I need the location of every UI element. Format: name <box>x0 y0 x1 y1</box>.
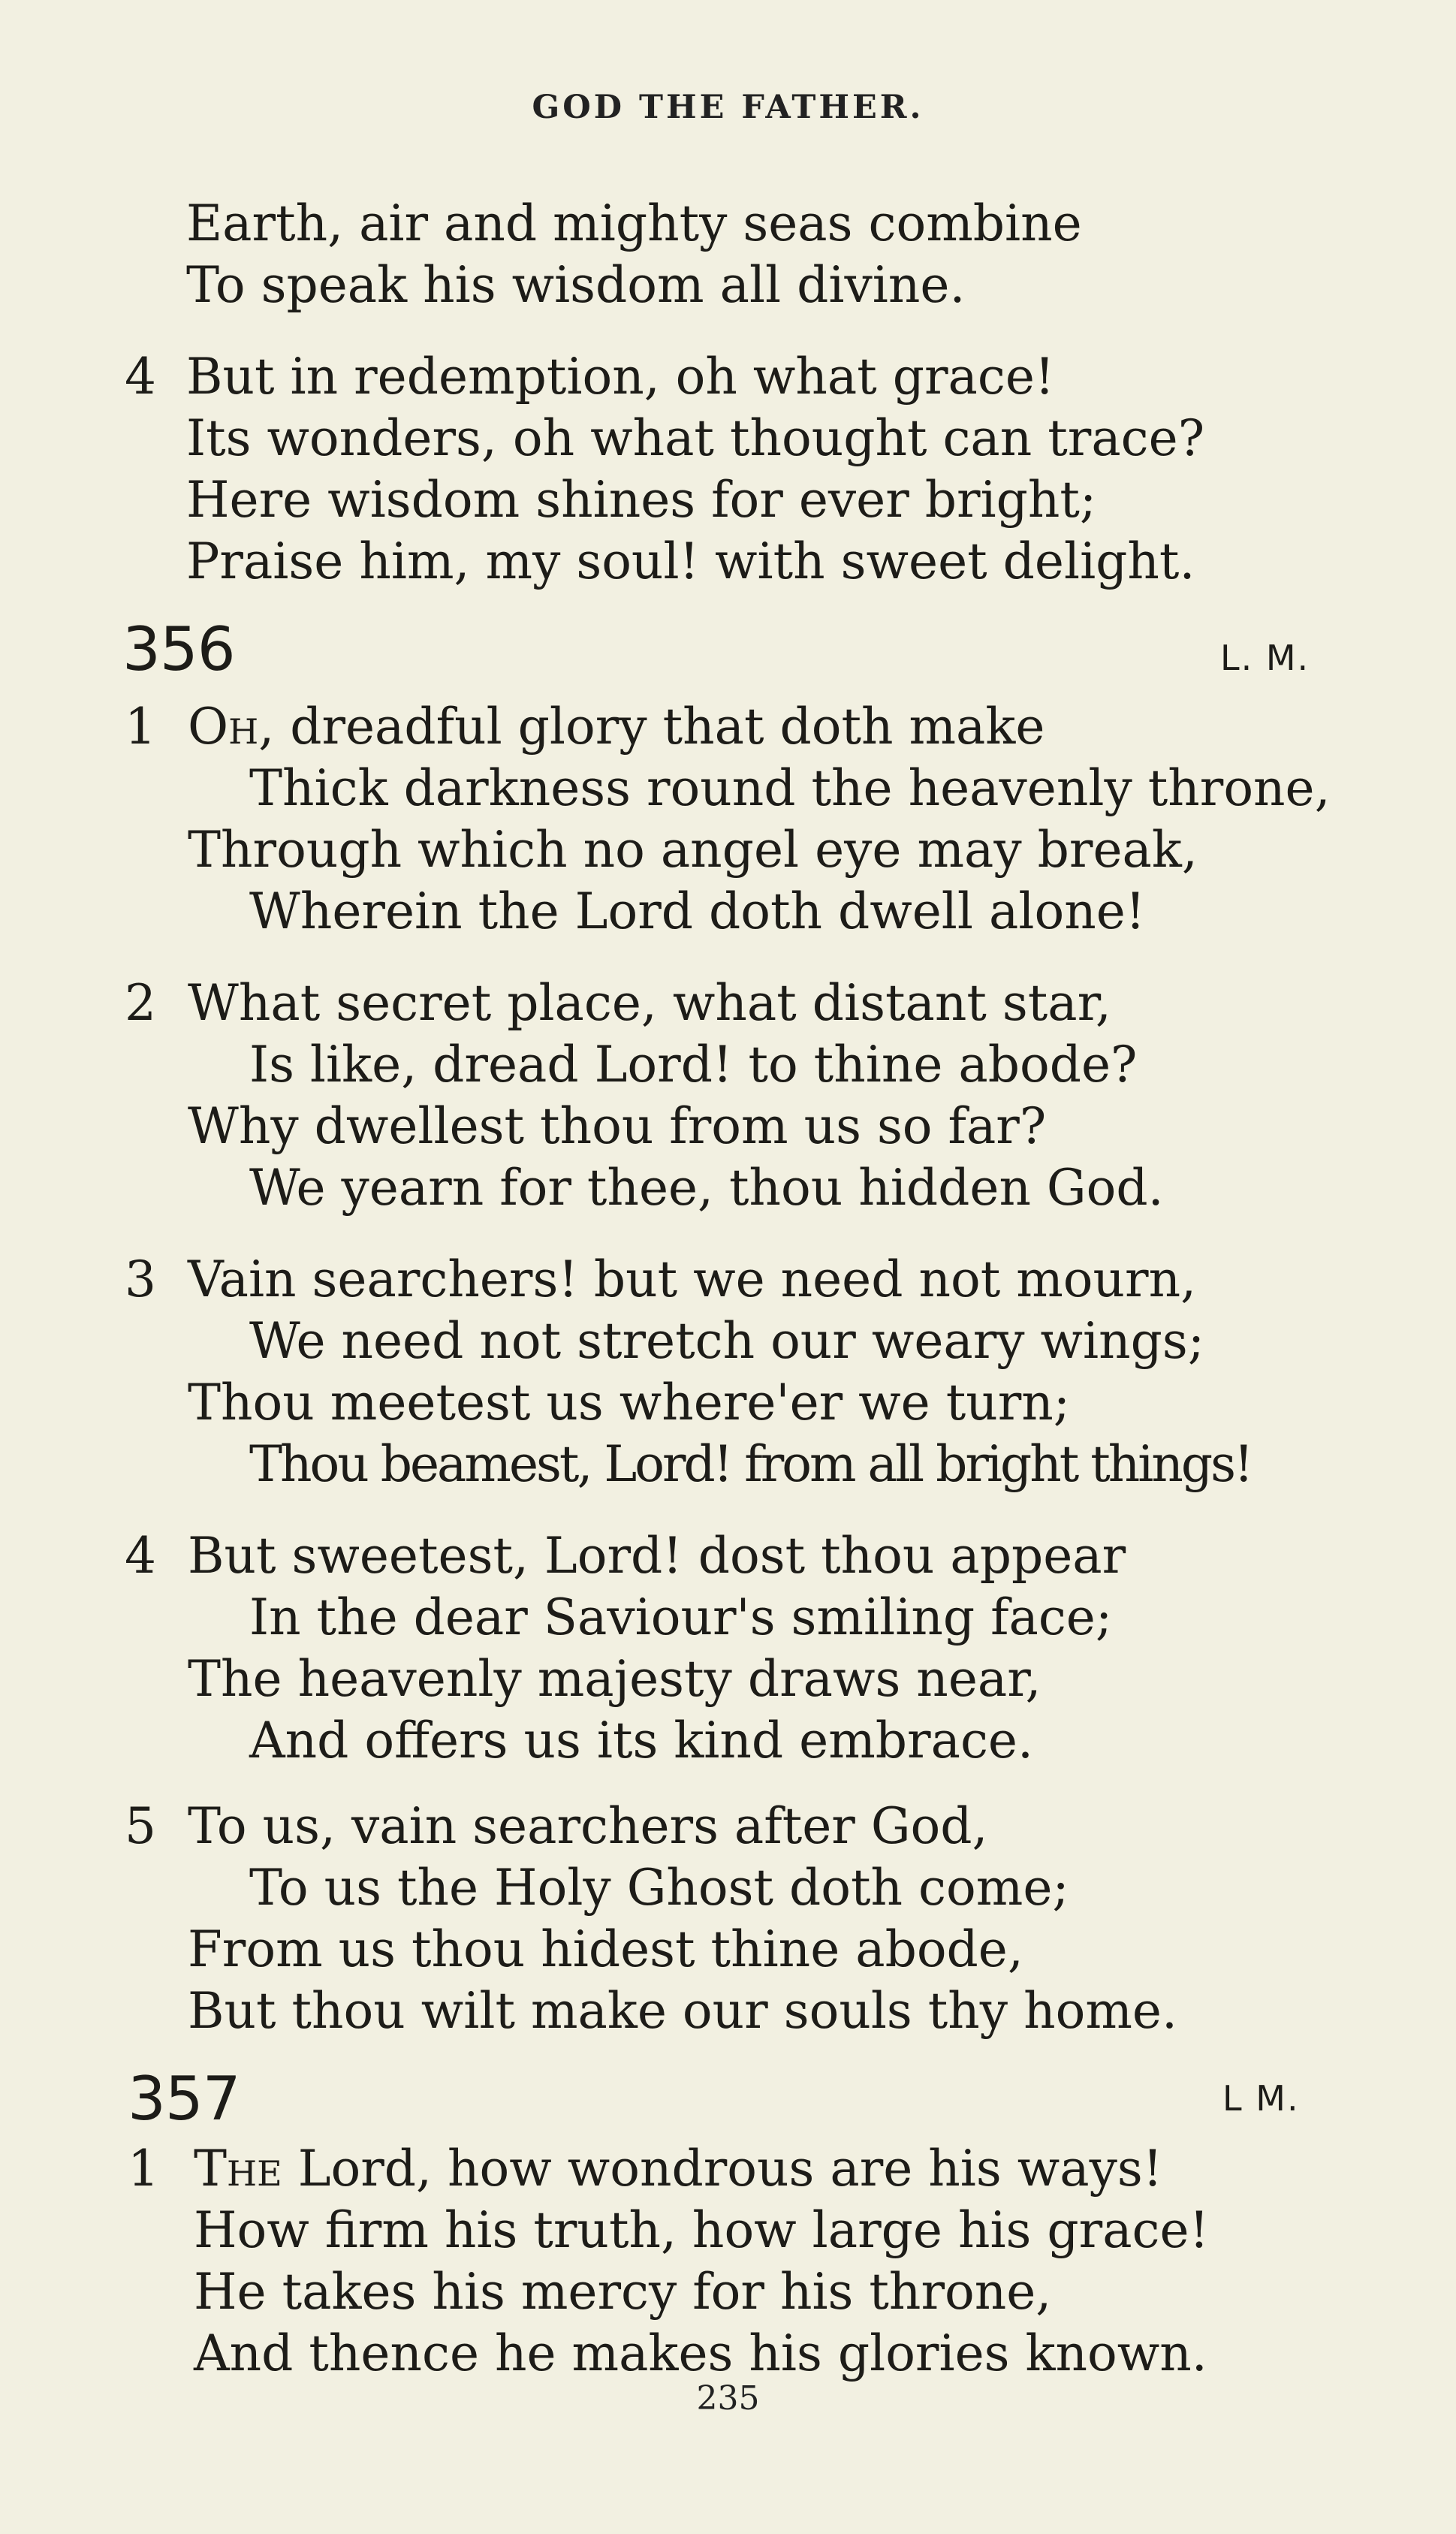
verse-line: To speak his wisdom all divine. <box>186 256 966 314</box>
verse-line: Thou beamest, Lord! from all bright things! <box>249 1435 1252 1493</box>
hymn-number: 356 <box>122 614 235 684</box>
stanza-number: 1 <box>128 2140 159 2198</box>
first-line-rest: Lord, how wondrous are his ways! <box>282 2140 1163 2198</box>
verse-line: Here wisdom shines for ever bright; <box>186 471 1097 529</box>
stanza-number: 4 <box>125 1527 156 1585</box>
verse-line: But thou wilt make our souls thy home. <box>188 1982 1177 2040</box>
first-word: The <box>194 2140 282 2198</box>
verse-line <box>194 2139 1162 2199</box>
verse-line: To us, vain searchers after God, <box>188 1797 988 1855</box>
running-head: GOD THE FATHER. <box>532 89 924 126</box>
verse-line: Praise him, my soul! with sweet delight. <box>186 532 1195 590</box>
first-word: Oh <box>188 698 259 756</box>
verse-line: We yearn for thee, thou hidden God. <box>249 1159 1164 1217</box>
verse-line: Thou meetest us where'er we turn; <box>188 1374 1071 1431</box>
verse-line: But sweetest, Lord! dost thou appear <box>188 1527 1126 1585</box>
stanza-number: 5 <box>125 1797 156 1855</box>
verse-line: Through which no angel eye may break, <box>188 821 1198 879</box>
verse-line: In the dear Saviour's smiling face; <box>249 1588 1113 1646</box>
stanza-number: 1 <box>125 698 156 756</box>
verse-line: To us the Holy Ghost doth come; <box>249 1859 1069 1917</box>
verse-line: Earth, air and mighty seas combine <box>186 195 1082 252</box>
meter-label: L. M. <box>1220 638 1310 678</box>
verse-line: He takes his mercy for his throne, <box>194 2263 1052 2321</box>
verse-line: Is like, dread Lord! to thine abode? <box>249 1036 1138 1094</box>
verse-line: Why dwellest thou from us so far? <box>188 1097 1047 1155</box>
verse-line: What secret place, what distant star, <box>188 974 1111 1032</box>
first-line-rest: , dreadful glory that doth make <box>258 698 1045 756</box>
verse-line: The heavenly majesty draws near, <box>188 1650 1042 1708</box>
stanza-number: 4 <box>125 348 156 406</box>
meter-label: L M. <box>1222 2078 1300 2119</box>
verse-line: Its wonders, oh what thought can trace? <box>186 409 1205 467</box>
hymn-number: 357 <box>128 2064 240 2134</box>
stanza-number: 2 <box>125 974 156 1032</box>
page-number: 235 <box>696 2379 760 2418</box>
verse-line: From us thou hidest thine abode, <box>188 1920 1023 1978</box>
stanza-number: 3 <box>125 1250 156 1308</box>
verse-line <box>188 697 1045 757</box>
verse-line: Vain searchers! but we need not mourn, <box>188 1250 1197 1308</box>
verse-line: How firm his truth, how large his grace! <box>194 2201 1210 2259</box>
verse-line: And offers us its kind embrace. <box>249 1712 1033 1769</box>
verse-line: But in redemption, oh what grace! <box>186 348 1055 406</box>
verse-line: And thence he makes his glories known. <box>194 2324 1207 2382</box>
verse-line: Wherein the Lord doth dwell alone! <box>249 882 1146 940</box>
verse-line: We need not stretch our weary wings; <box>249 1312 1205 1370</box>
verse-line: Thick darkness round the heavenly throne, <box>249 759 1331 817</box>
